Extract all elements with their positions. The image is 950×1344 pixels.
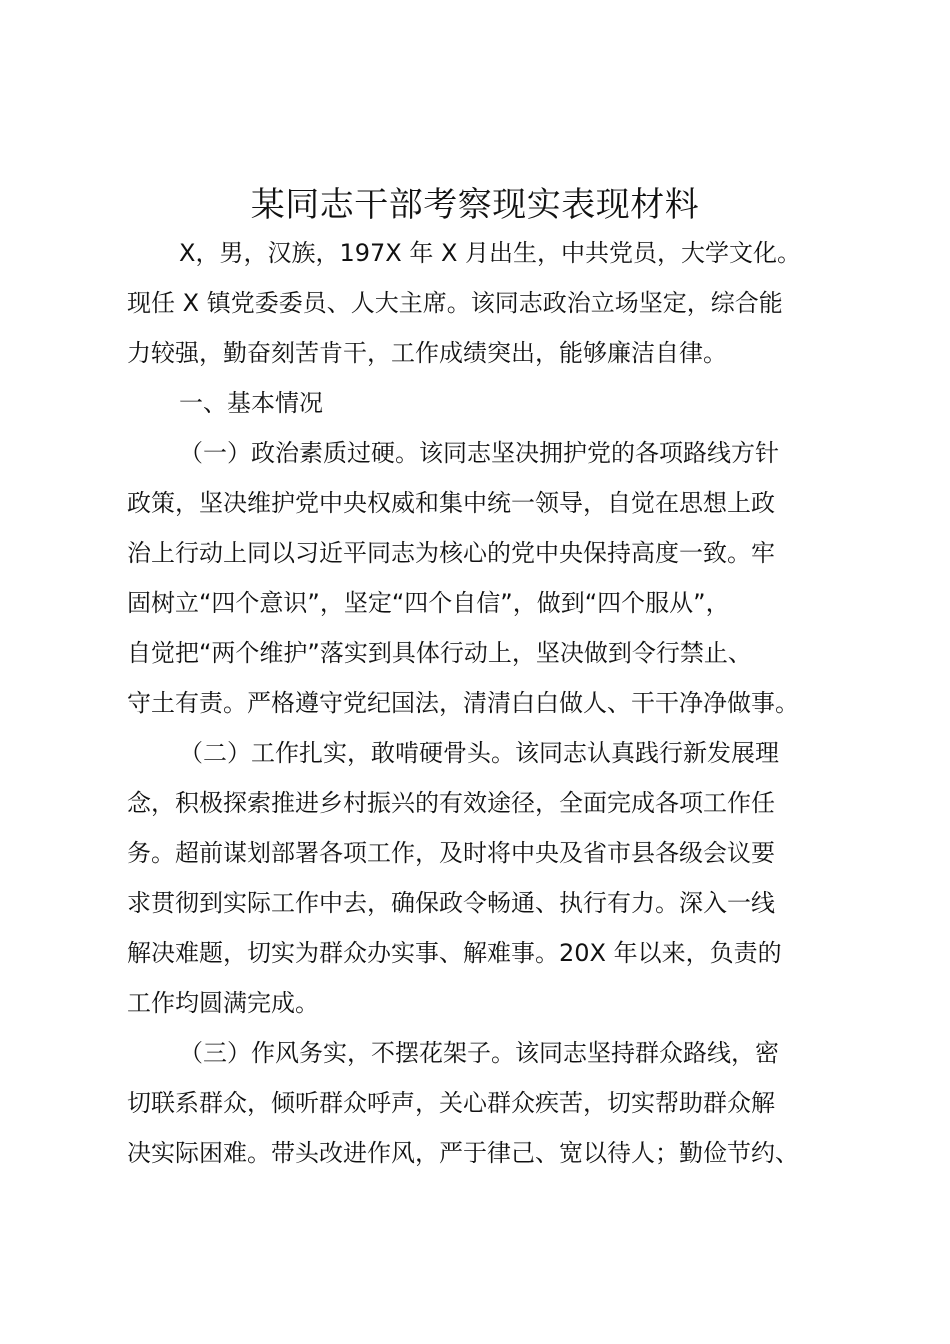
section-heading: 一、基本情况: [179, 389, 323, 417]
body-line: （二）工作扎实，敢啃硬骨头。该同志认真践行新发展理: [179, 739, 779, 767]
body-line: 守土有责。严格遵守党纪国法，清清白白做人、干干净净做事。: [127, 689, 799, 717]
body-line: X，男，汉族，197X 年 X 月出生，中共党员，大学文化。: [179, 239, 802, 267]
body-line: 治上行动上同以习近平同志为核心的党中央保持高度一致。牢: [127, 539, 775, 567]
body-line: 工作均圆满完成。: [127, 989, 319, 1017]
document-title: 某同志干部考察现实表现材料: [250, 185, 700, 225]
body-line: 切联系群众，倾听群众呼声，关心群众疾苦，切实帮助群众解: [127, 1089, 775, 1117]
body-line: 自觉把“两个维护”落实到具体行动上，坚决做到令行禁止、: [127, 639, 752, 667]
body-line: 念，积极探索推进乡村振兴的有效途径，全面完成各项工作任: [127, 789, 775, 817]
body-line: （一）政治素质过硬。该同志坚决拥护党的各项路线方针: [179, 439, 779, 467]
body-line: 现任 X 镇党委委员、人大主席。该同志政治立场坚定，综合能: [127, 289, 783, 317]
body-line: 政策，坚决维护党中央权威和集中统一领导，自觉在思想上政: [127, 489, 775, 517]
body-line: 固树立“四个意识”，坚定“四个自信”，做到“四个服从”，: [127, 589, 730, 617]
body-line: 务。超前谋划部署各项工作，及时将中央及省市县各级会议要: [127, 839, 775, 867]
body-line: （三）作风务实，不摆花架子。该同志坚持群众路线，密: [179, 1039, 779, 1067]
body-line: 力较强，勤奋刻苦肯干，工作成绩突出，能够廉洁自律。: [127, 339, 727, 367]
body-line: 求贯彻到实际工作中去，确保政令畅通、执行有力。深入一线: [127, 889, 775, 917]
body-line: 解决难题，切实为群众办实事、解难事。20X 年以来，负责的: [127, 939, 782, 967]
document-body: [127, 228, 837, 1178]
body-line: 决实际困难。带头改进作风，严于律己、宽以待人；勤俭节约、: [127, 1139, 799, 1167]
